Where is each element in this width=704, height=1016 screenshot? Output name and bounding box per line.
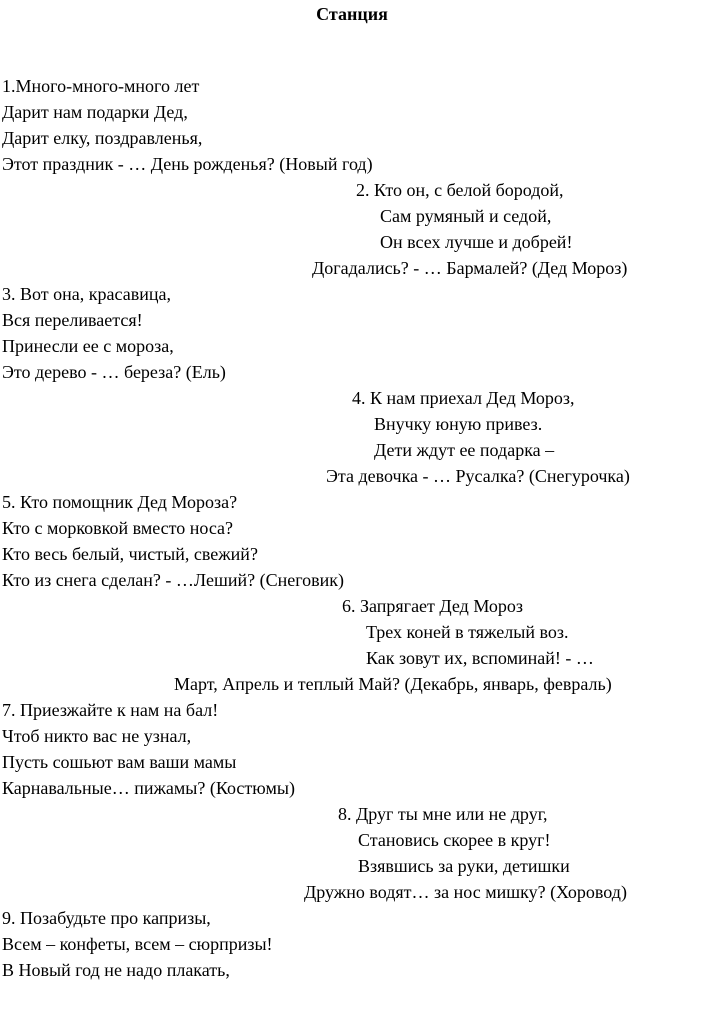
text-line: Дарит елку, поздравленья, <box>2 128 203 148</box>
text-line: Дружно водят… за нос мишку? (Хоровод) <box>304 882 627 902</box>
text-line: 6. Запрягает Дед Мороз <box>342 596 523 616</box>
text-line: Пусть сошьют вам ваши мамы <box>2 752 237 772</box>
text-line: Как зовут их, вспоминай! - … <box>366 648 594 668</box>
text-line: Он всех лучше и добрей! <box>380 232 573 252</box>
text-line: Кто из снега сделан? - …Леший? (Снеговик) <box>2 570 345 590</box>
text-line: Это дерево - … береза? (Ель) <box>2 362 226 382</box>
page-title: Станция <box>316 4 388 24</box>
text-line: Внучку юную привез. <box>374 414 543 434</box>
text-line: Этот праздник - … День рожденья? (Новый год) <box>2 154 373 174</box>
text-line: Догадались? - … Бармалей? (Дед Мороз) <box>312 258 628 278</box>
text-line: Взявшись за руки, детишки <box>358 856 570 876</box>
text-line: 4. К нам приехал Дед Мороз, <box>352 388 575 408</box>
text-line: Кто с морковкой вместо носа? <box>2 518 234 538</box>
text-line: Сам румяный и седой, <box>380 206 552 226</box>
text-line: Март, Апрель и теплый Май? (Декабрь, январь, февраль) <box>174 674 612 694</box>
text-line: 9. Позабудьте про капризы, <box>2 908 211 928</box>
text-line: 2. Кто он, с белой бородой, <box>356 180 564 200</box>
text-line: 3. Вот она, красавица, <box>2 284 171 304</box>
text-line: Кто весь белый, чистый, свежий? <box>2 544 258 564</box>
text-line: 7. Приезжайте к нам на бал! <box>2 700 219 720</box>
text-line: 8. Друг ты мне или не друг, <box>338 804 548 824</box>
text-line: Трех коней в тяжелый воз. <box>366 622 569 642</box>
text-line: Чтоб никто вас не узнал, <box>2 726 192 746</box>
text-line: В Новый год не надо плакать, <box>2 960 230 980</box>
text-line: Карнавальные… пижамы? (Костюмы) <box>2 778 295 798</box>
text-line: Дети ждут ее подарка – <box>374 440 555 460</box>
text-line: 5. Кто помощник Дед Мороза? <box>2 492 238 512</box>
text-line: Всем – конфеты, всем – сюрпризы! <box>2 934 273 954</box>
text-line: Эта девочка - … Русалка? (Снегурочка) <box>326 466 630 486</box>
text-line: 1.Много-много-много лет <box>2 76 200 96</box>
text-line: Вся переливается! <box>2 310 143 330</box>
riddle-text <box>0 73 704 983</box>
text-line: Становись скорее в круг! <box>358 830 551 850</box>
text-line: Дарит нам подарки Дед, <box>2 102 188 122</box>
text-line: Принесли ее с мороза, <box>2 336 174 356</box>
